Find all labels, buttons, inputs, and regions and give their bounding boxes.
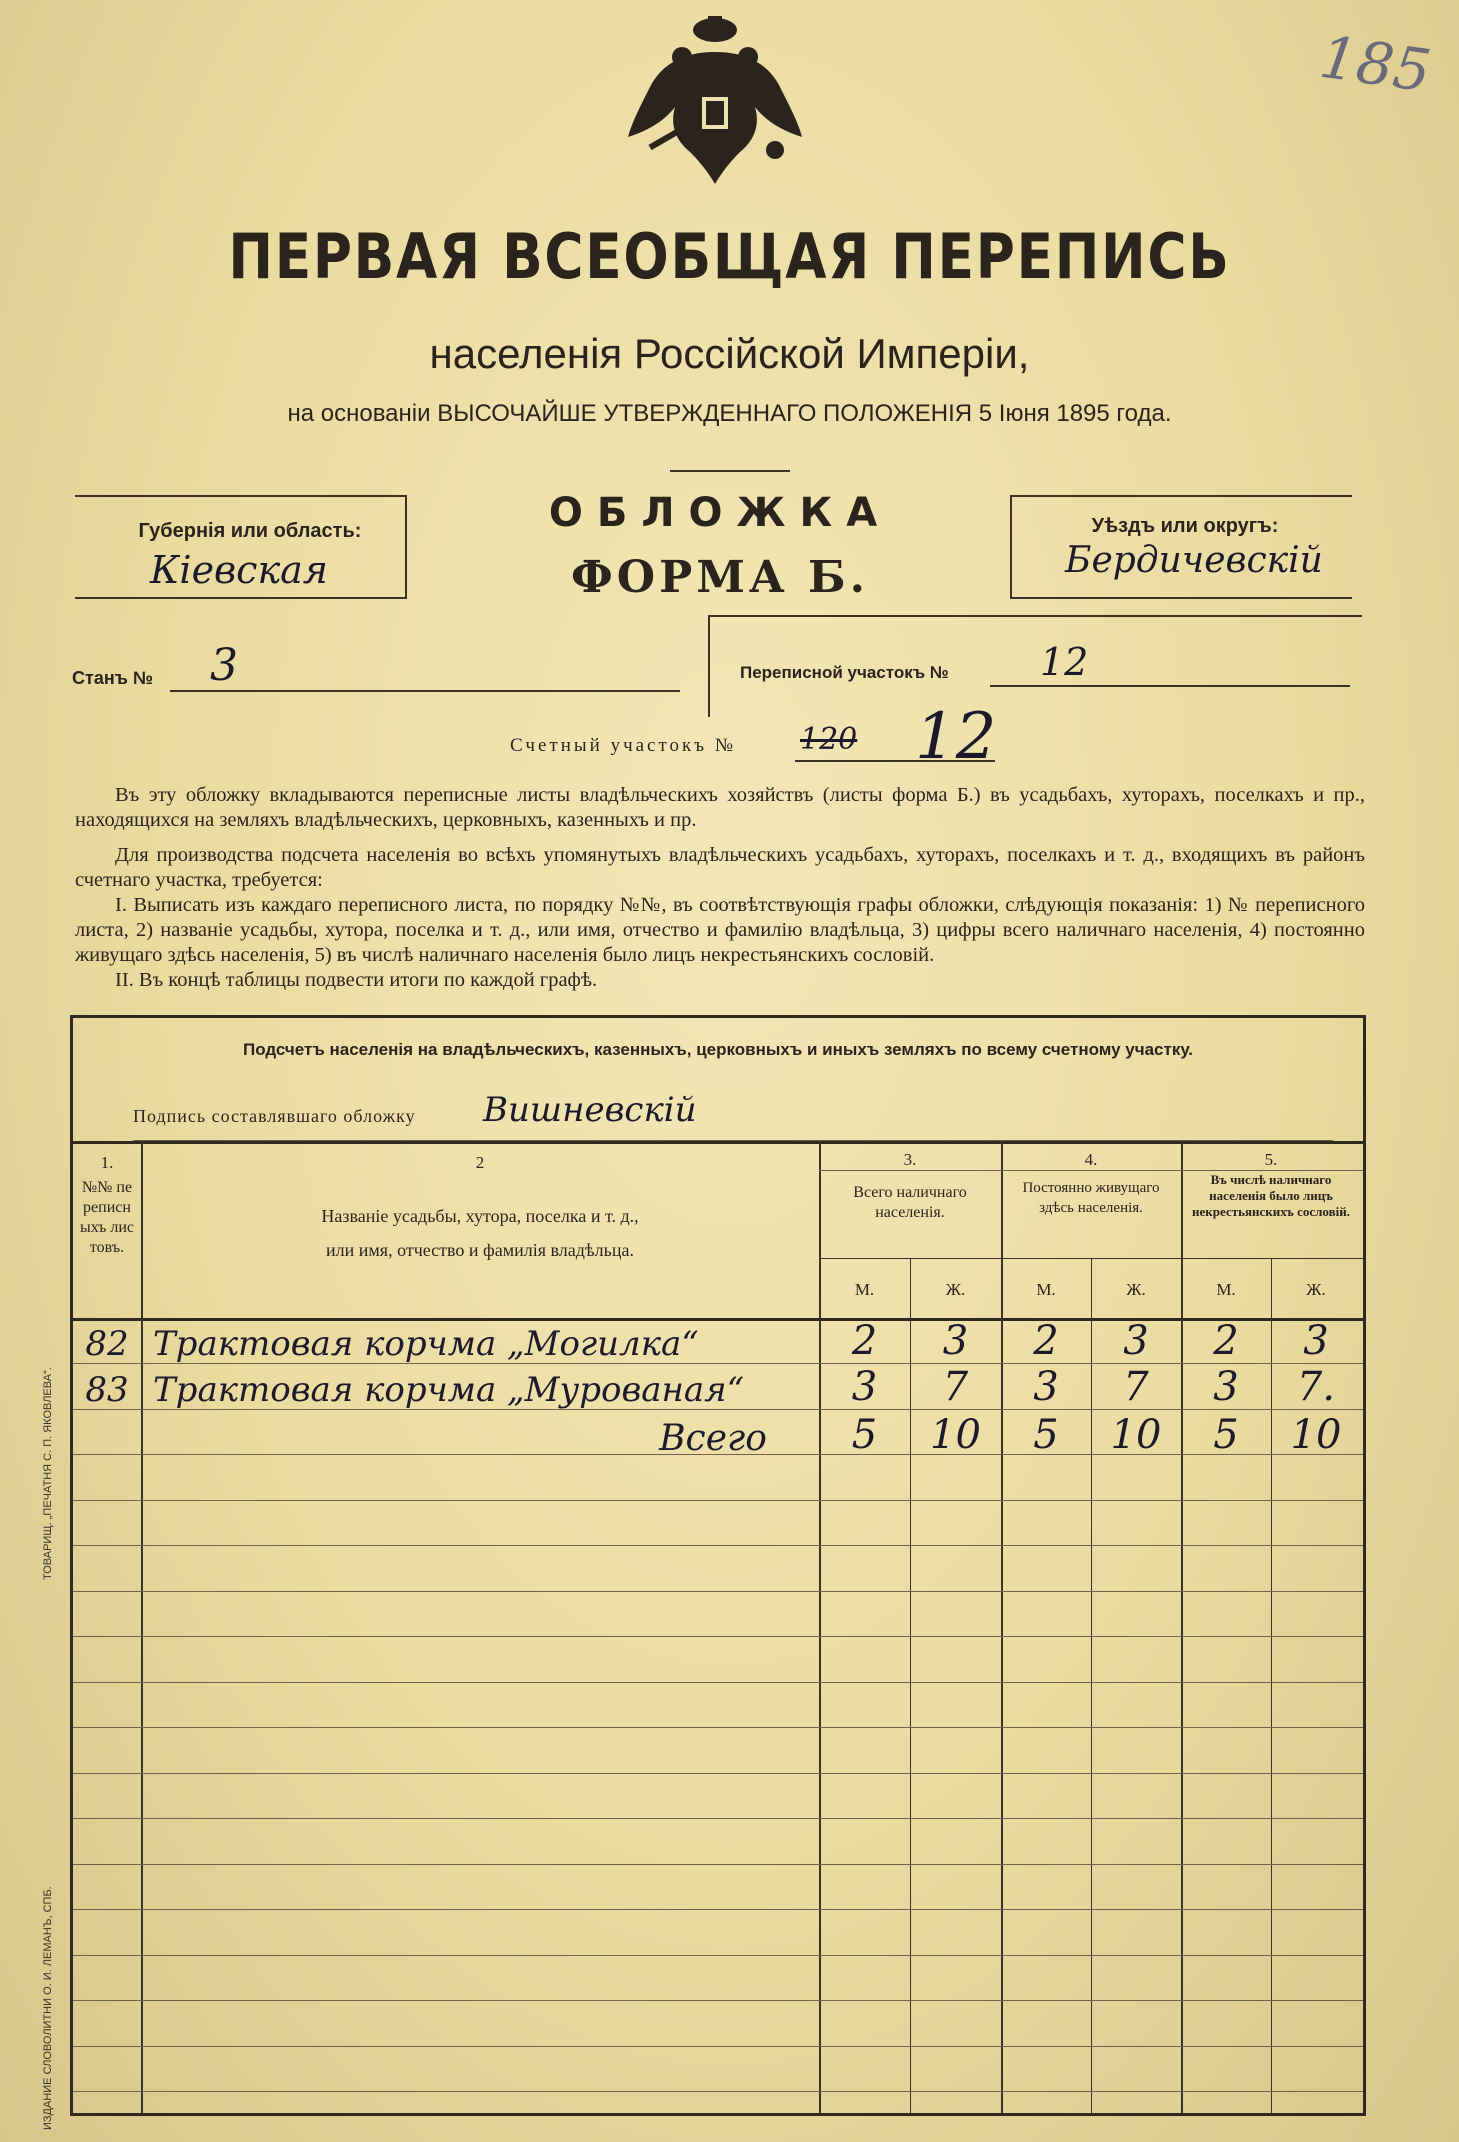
col2-header-line2: или имя, отчество и фамилія владѣльца. (326, 1240, 634, 1260)
row-1-col5-m: 2 (1213, 1318, 1239, 1364)
row-2-col4-f: 7 (1123, 1364, 1149, 1410)
total-col3-f: 10 (930, 1412, 981, 1458)
document-title: ПЕРВАЯ ВСЕОБЩАЯ ПЕРЕПИСЬ (228, 220, 1231, 293)
table-caption: Подсчетъ населенія на владѣльческихъ, казенныхъ, церковныхъ и иныхъ земляхъ по всему счетному участку. (242, 1040, 1194, 1059)
col3-male-header: М. (854, 1280, 875, 1299)
table-ruled-line (73, 2000, 1363, 2001)
row-2-number: 83 (85, 1370, 129, 1410)
col4-male-header: М. (1036, 1280, 1056, 1299)
stan-field-line (170, 690, 680, 692)
row-1-number: 82 (85, 1324, 129, 1364)
col5-male-header: М. (1216, 1280, 1236, 1299)
col4-header: Постоянно живущаго здѣсь населенія. (1022, 1180, 1160, 1216)
total-col5-f: 10 (1290, 1412, 1342, 1458)
instruction-paragraph-4: II. Въ концѣ таблицы подвести итоги по каждой графѣ. (115, 969, 598, 991)
table-ruled-line (73, 1864, 1363, 1865)
col-number-2: 2 (475, 1153, 485, 1172)
row-2-name: Трактовая корчма „Мурованая“ (153, 1370, 745, 1410)
table-ruled-line (73, 2091, 1363, 2092)
col1-header: №№ переписныхъ листовъ. (79, 1179, 135, 1256)
row-2-col3-f: 7 (942, 1364, 969, 1410)
document-basis: на основаніи ВЫСОЧАЙШЕ УТВЕРЖДЕННАГО ПОЛОЖЕНІЯ 5 Іюня 1895 года. (287, 400, 1172, 427)
side-print-1: ТОВАРИЩ. „ПЕЧАТНЯ С. П. ЯКОВЛЕВА“. (42, 1367, 54, 1580)
table-ruled-line (73, 1545, 1363, 1546)
total-label: Всего (659, 1418, 767, 1459)
guberniya-label: Губернія или область: (138, 520, 362, 542)
signature-value: Вишневскій (483, 1090, 697, 1130)
total-col3-m: 5 (851, 1412, 878, 1458)
col2-header-line1: Названіе усадьбы, хутора, поселка и т. д., (321, 1206, 639, 1226)
instruction-paragraph-3: I. Выписать изъ каждаго переписного листа, по порядку №№, въ соотвѣтствующія графы обложки, слѣдующія показанія: 1) № переписного листа, 2) названіе усадьбы, хутора, поселка и т. д., или имя, отчество и фамилію владѣльца, 3) цифры всего наличнаго населенія, 4) постоянно живущаго здѣсь населенія, 5) въ числѣ наличнаго населенія было лицъ некрестьянскихъ сословій. (75, 894, 1365, 966)
stan-label: Станъ № (72, 668, 153, 688)
title-divider (670, 470, 790, 472)
col-number-4: 4. (1084, 1150, 1098, 1169)
perepisnoy-field-line (990, 685, 1350, 687)
col-divider-1 (141, 1141, 143, 2113)
sex-row-rule (819, 1258, 1363, 1259)
uezd-value: Бердичевскій (1065, 540, 1323, 581)
schetny-struck-value: 120 (800, 722, 858, 757)
instruction-paragraph-1: Въ эту обложку вкладываются переписные листы владѣльческихъ хозяйствъ (листы форма Б.) въ усадьбахъ, хуторахъ, поселкахъ и пр., находящихся на земляхъ владѣльческихъ, церковныхъ, казенныхъ и пр. (75, 784, 1365, 831)
col-number-1: 1. (100, 1153, 114, 1172)
total-col5-m: 5 (1213, 1412, 1239, 1458)
table-ruled-line (73, 1727, 1363, 1728)
table-ruled-line (73, 1591, 1363, 1592)
table-ruled-line (73, 1818, 1363, 1819)
row-1-col3-f: 3 (942, 1318, 969, 1364)
row-2-col5-m: 3 (1213, 1364, 1239, 1410)
row-1-col3-m: 2 (851, 1318, 878, 1364)
col3-female-header: Ж. (945, 1280, 966, 1299)
total-col4-m: 5 (1033, 1412, 1059, 1458)
stan-value: 3 (210, 640, 238, 691)
perepisnoy-label: Переписной участокъ № (740, 663, 949, 682)
form-title: ФОРМА Б. (571, 552, 869, 603)
schetny-label: Счетный участокъ № (510, 735, 736, 756)
col3-header: Всего наличнаго населенія. (853, 1184, 967, 1221)
signature-label: Подпись составлявшаго обложку (133, 1106, 416, 1126)
col4-female-header: Ж. (1126, 1280, 1146, 1299)
col5-female-header: Ж. (1306, 1280, 1326, 1299)
row-2-col3-m: 3 (851, 1364, 878, 1410)
header-top-rule (73, 1141, 1363, 1144)
col-number-3: 3. (903, 1150, 917, 1169)
uezd-label: Уѣздъ или округъ: (1091, 515, 1279, 537)
side-print-2: ИЗДАНИЕ СЛОВОЛИТНИ О. И. ЛЕМАНЪ, СПБ. (42, 1886, 54, 2130)
total-col4-f: 10 (1110, 1412, 1162, 1458)
row-1-col4-f: 3 (1123, 1318, 1149, 1364)
instructions-block (75, 783, 1365, 1003)
row-1-col5-f: 3 (1303, 1318, 1329, 1364)
col-number-5: 5. (1264, 1150, 1278, 1169)
table-ruled-line (73, 2046, 1363, 2047)
perepisnoy-value: 12 (1040, 640, 1089, 684)
imperial-eagle-emblem (620, 12, 810, 187)
instruction-paragraph-2: Для производства подсчета населенія во всѣхъ упомянутыхъ владѣльческихъ усадьбахъ, хуторахъ, поселкахъ и т. д., входящихъ въ районъ счетнаго участка, требуется: (75, 844, 1365, 891)
row-1-col4-m: 2 (1033, 1318, 1059, 1364)
table-ruled-line (73, 1773, 1363, 1774)
table-ruled-line (73, 1636, 1363, 1637)
population-table (70, 1015, 1366, 2116)
schetny-value: 12 (915, 700, 997, 774)
guberniya-value: Кіевская (150, 548, 328, 592)
document-subtitle: населенія Россійской Имперіи, (429, 330, 1030, 377)
table-ruled-line (73, 1909, 1363, 1910)
group-number-rule (819, 1170, 1363, 1171)
page-number: 185 (1315, 22, 1435, 106)
row-2-col5-f: 7. (1296, 1364, 1336, 1410)
table-ruled-line (73, 1682, 1363, 1683)
cover-title: ОБЛОЖКА (548, 490, 892, 536)
row-2-col4-m: 3 (1033, 1364, 1059, 1410)
col5-header: Въ числѣ наличнаго населенія было лицъ некрестьянскихъ сословій. (1192, 1172, 1350, 1219)
table-ruled-line (73, 1955, 1363, 1956)
row-1-name: Трактовая корчма „Могилка“ (153, 1324, 699, 1364)
table-ruled-line (73, 1500, 1363, 1501)
